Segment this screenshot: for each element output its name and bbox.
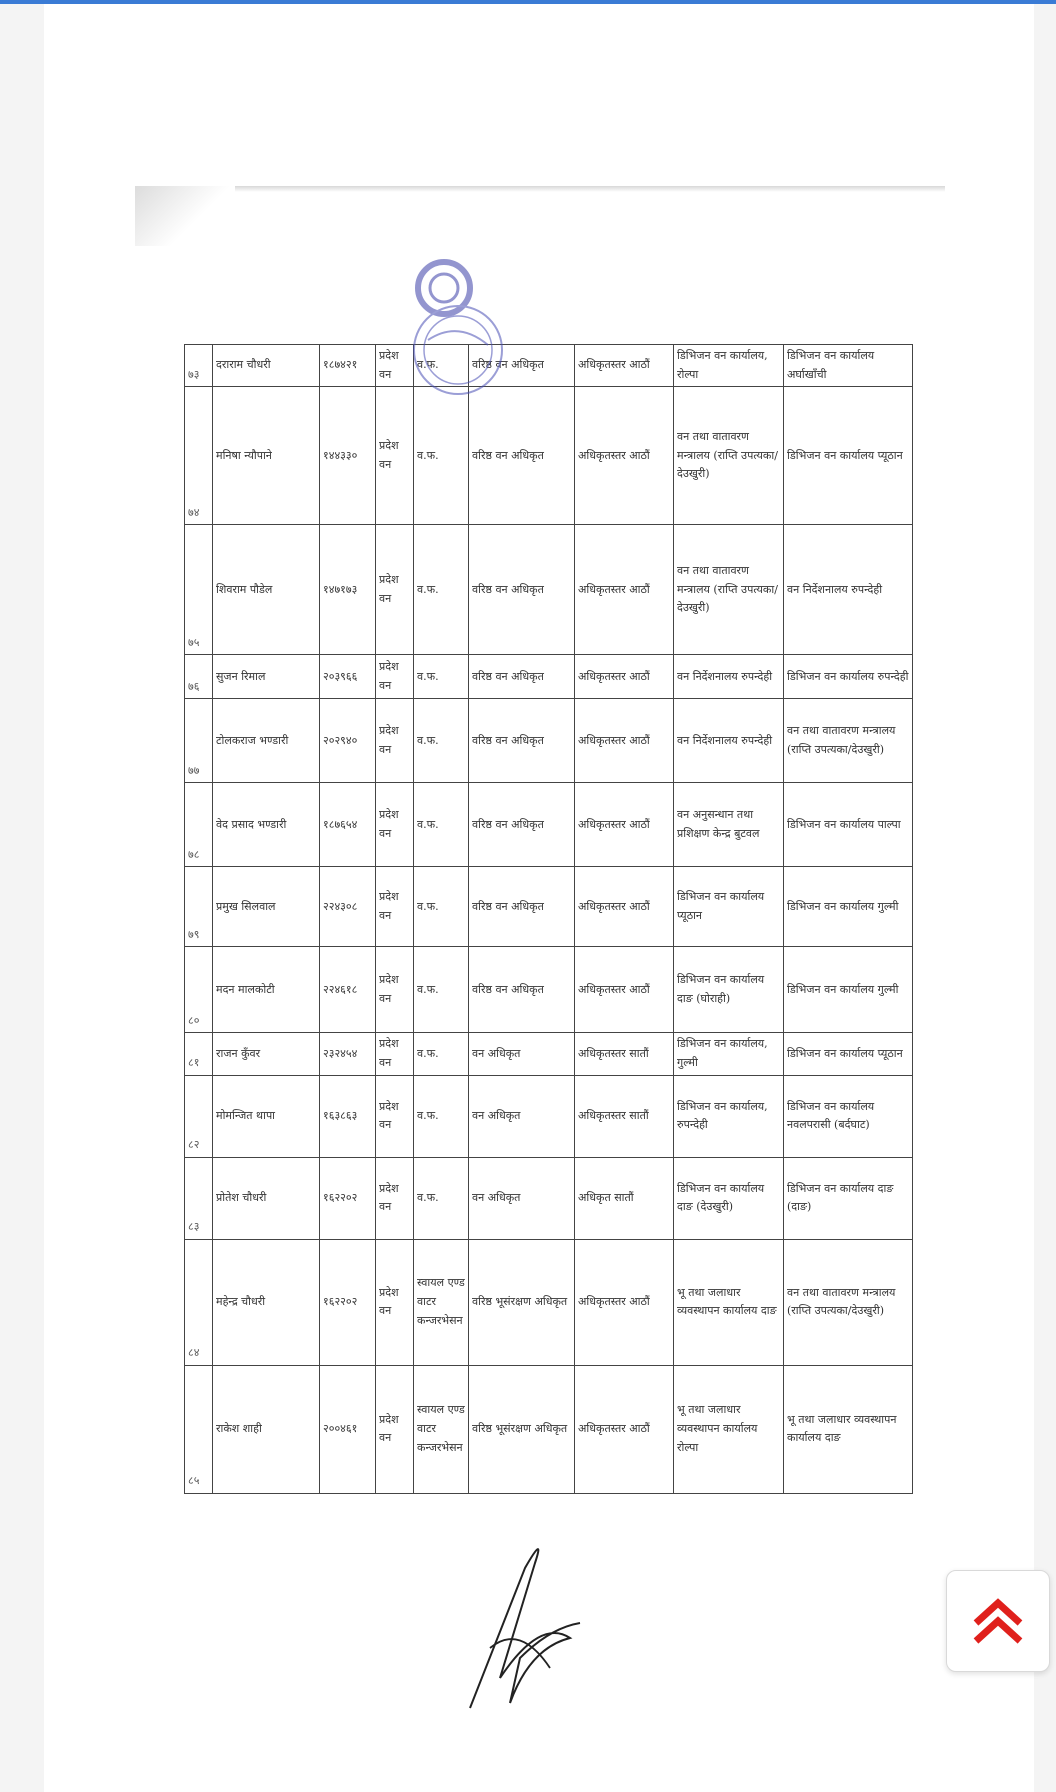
double-chevron-up-icon [970, 1595, 1026, 1647]
cell-position: वन अधिकृत [469, 1033, 575, 1075]
cell-position: वरिष्ठ भूसंरक्षण अधिकृत [469, 1365, 575, 1493]
cell-sn: ८३ [185, 1157, 213, 1239]
cell-group: स्वायल एण्ड वाटर कन्जरभेसन [414, 1365, 469, 1493]
cell-sn: ७६ [185, 655, 213, 699]
cell-group: व.फ. [414, 525, 469, 655]
cell-to: डिभिजन वन कार्यालय गुल्मी [784, 947, 913, 1033]
cell-name: मदन मालकोटी [213, 947, 320, 1033]
cell-id: २३२४५४ [320, 1033, 376, 1075]
cell-from: वन निर्देशनालय रुपन्देही [674, 699, 784, 783]
cell-position: वरिष्ठ वन अधिकृत [469, 655, 575, 699]
cell-id: १८७६५४ [320, 783, 376, 867]
cell-id: १४४३३० [320, 387, 376, 525]
cell-id: १६२२०२ [320, 1157, 376, 1239]
cell-sn: ७९ [185, 867, 213, 947]
cell-name: टोलकराज भण्डारी [213, 699, 320, 783]
cell-service: प्रदेश वन [376, 387, 414, 525]
cell-to: डिभिजन वन कार्यालय प्यूठान [784, 1033, 913, 1075]
cell-level: अधिकृतस्तर आठौं [575, 699, 674, 783]
cell-sn: ८१ [185, 1033, 213, 1075]
cell-position: वरिष्ठ भूसंरक्षण अधिकृत [469, 1239, 575, 1365]
cell-to: डिभिजन वन कार्यालय पाल्पा [784, 783, 913, 867]
cell-sn: ७७ [185, 699, 213, 783]
cell-position: वरिष्ठ वन अधिकृत [469, 783, 575, 867]
cell-level: अधिकृतस्तर आठौं [575, 867, 674, 947]
table-row [185, 1239, 913, 1365]
cell-to: डिभिजन वन कार्यालय अर्घाखाँची [784, 345, 913, 387]
cell-level: अधिकृतस्तर सातौं [575, 1033, 674, 1075]
cell-sn: ८० [185, 947, 213, 1033]
scan-corner-shadow [135, 186, 235, 246]
cell-name: राकेश शाही [213, 1365, 320, 1493]
cell-service: प्रदेश वन [376, 699, 414, 783]
cell-level: अधिकृतस्तर सातौं [575, 1075, 674, 1157]
cell-position: वन अधिकृत [469, 1075, 575, 1157]
cell-id: १८७४२१ [320, 345, 376, 387]
cell-sn: ७८ [185, 783, 213, 867]
cell-group: व.फ. [414, 1033, 469, 1075]
cell-group: व.फ. [414, 387, 469, 525]
cell-group: व.फ. [414, 1075, 469, 1157]
cell-position: वन अधिकृत [469, 1157, 575, 1239]
cell-sn: ८४ [185, 1239, 213, 1365]
scan-edge-shadow [135, 186, 945, 192]
cell-id: २२४३०८ [320, 867, 376, 947]
cell-name: मोमन्जित थापा [213, 1075, 320, 1157]
cell-to: भू तथा जलाधार व्यवस्थापन कार्यालय दाङ [784, 1365, 913, 1493]
cell-position: वरिष्ठ वन अधिकृत [469, 867, 575, 947]
cell-service: प्रदेश वन [376, 345, 414, 387]
cell-service: प्रदेश वन [376, 655, 414, 699]
cell-from: वन तथा वातावरण मन्त्रालय (राप्ति उपत्यका/देउखुरी) [674, 525, 784, 655]
cell-to: डिभिजन वन कार्यालय गुल्मी [784, 867, 913, 947]
cell-service: प्रदेश वन [376, 525, 414, 655]
cell-to: डिभिजन वन कार्यालय प्यूठान [784, 387, 913, 525]
table-row [185, 655, 913, 699]
cell-level: अधिकृतस्तर आठौं [575, 1365, 674, 1493]
cell-from: डिभिजन वन कार्यालय, रोल्पा [674, 345, 784, 387]
cell-level: अधिकृत सातौं [575, 1157, 674, 1239]
cell-from: भू तथा जलाधार व्यवस्थापन कार्यालय रोल्पा [674, 1365, 784, 1493]
cell-sn: ८५ [185, 1365, 213, 1493]
cell-group: व.फ. [414, 655, 469, 699]
cell-name: वेद प्रसाद भण्डारी [213, 783, 320, 867]
cell-to: वन तथा वातावरण मन्त्रालय (राप्ति उपत्यका/देउखुरी) [784, 1239, 913, 1365]
table-row [185, 947, 913, 1033]
cell-from: वन निर्देशनालय रुपन्देही [674, 655, 784, 699]
cell-sn: ८२ [185, 1075, 213, 1157]
table-row [185, 345, 913, 387]
cell-group: व.फ. [414, 345, 469, 387]
cell-group: व.फ. [414, 699, 469, 783]
cell-name: महेन्द्र चौधरी [213, 1239, 320, 1365]
table-row [185, 783, 913, 867]
cell-from: वन अनुसन्धान तथा प्रशिक्षण केन्द्र बुटवल [674, 783, 784, 867]
cell-name: प्रमुख सिलवाल [213, 867, 320, 947]
cell-from: वन तथा वातावरण मन्त्रालय (राप्ति उपत्यका/देउखुरी) [674, 387, 784, 525]
table-row [185, 1365, 913, 1493]
cell-name: दराराम चौधरी [213, 345, 320, 387]
cell-level: अधिकृतस्तर आठौं [575, 655, 674, 699]
cell-service: प्रदेश वन [376, 1157, 414, 1239]
cell-to: डिभिजन वन कार्यालय दाङ (दाङ) [784, 1157, 913, 1239]
cell-service: प्रदेश वन [376, 1033, 414, 1075]
cell-to: डिभिजन वन कार्यालय नवलपरासी (बर्दघाट) [784, 1075, 913, 1157]
cell-position: वरिष्ठ वन अधिकृत [469, 947, 575, 1033]
cell-service: प्रदेश वन [376, 783, 414, 867]
cell-from: डिभिजन वन कार्यालय प्यूठान [674, 867, 784, 947]
table-row [185, 1075, 913, 1157]
cell-name: शिवराम पौडेल [213, 525, 320, 655]
cell-id: २२४६१८ [320, 947, 376, 1033]
cell-name: प्रोतेश चौधरी [213, 1157, 320, 1239]
table-row [185, 387, 913, 525]
cell-name: सुजन रिमाल [213, 655, 320, 699]
cell-id: १६३८६३ [320, 1075, 376, 1157]
cell-service: प्रदेश वन [376, 1075, 414, 1157]
cell-group: स्वायल एण्ड वाटर कन्जरभेसन [414, 1239, 469, 1365]
cell-id: २०२९४० [320, 699, 376, 783]
cell-position: वरिष्ठ वन अधिकृत [469, 699, 575, 783]
cell-level: अधिकृतस्तर आठौं [575, 345, 674, 387]
cell-group: व.फ. [414, 867, 469, 947]
cell-id: १४७१७३ [320, 525, 376, 655]
cell-from: डिभिजन वन कार्यालय, गुल्मी [674, 1033, 784, 1075]
cell-name: मनिषा न्यौपाने [213, 387, 320, 525]
cell-name: राजन कुँवर [213, 1033, 320, 1075]
transfer-table [184, 344, 913, 1494]
cell-service: प्रदेश वन [376, 867, 414, 947]
cell-position: वरिष्ठ वन अधिकृत [469, 525, 575, 655]
cell-level: अधिकृतस्तर आठौं [575, 387, 674, 525]
table-row [185, 1157, 913, 1239]
cell-sn: ७४ [185, 387, 213, 525]
cell-id: २००४६१ [320, 1365, 376, 1493]
cell-id: १६२२०२ [320, 1239, 376, 1365]
cell-position: वरिष्ठ वन अधिकृत [469, 345, 575, 387]
cell-group: व.फ. [414, 783, 469, 867]
cell-to: डिभिजन वन कार्यालय रुपन्देही [784, 655, 913, 699]
table-row [185, 1033, 913, 1075]
cell-position: वरिष्ठ वन अधिकृत [469, 387, 575, 525]
table-row [185, 699, 913, 783]
government-seal [398, 250, 518, 400]
cell-level: अधिकृतस्तर आठौं [575, 1239, 674, 1365]
cell-from: भू तथा जलाधार व्यवस्थापन कार्यालय दाङ [674, 1239, 784, 1365]
cell-group: व.फ. [414, 947, 469, 1033]
table-row [185, 525, 913, 655]
handwritten-signature [450, 1528, 590, 1718]
cell-sn: ७३ [185, 345, 213, 387]
cell-from: डिभिजन वन कार्यालय दाङ (देउखुरी) [674, 1157, 784, 1239]
cell-to: वन तथा वातावरण मन्त्रालय (राप्ति उपत्यका/देउखुरी) [784, 699, 913, 783]
cell-level: अधिकृतस्तर आठौं [575, 947, 674, 1033]
cell-level: अधिकृतस्तर आठौं [575, 525, 674, 655]
cell-sn: ७५ [185, 525, 213, 655]
table-row [185, 867, 913, 947]
cell-service: प्रदेश वन [376, 1365, 414, 1493]
cell-to: वन निर्देशनालय रुपन्देही [784, 525, 913, 655]
cell-level: अधिकृतस्तर आठौं [575, 783, 674, 867]
cell-group: व.फ. [414, 1157, 469, 1239]
cell-service: प्रदेश वन [376, 947, 414, 1033]
scroll-to-top-button[interactable] [946, 1570, 1050, 1672]
cell-service: प्रदेश वन [376, 1239, 414, 1365]
cell-id: २०३९६६ [320, 655, 376, 699]
cell-from: डिभिजन वन कार्यालय दाङ (घोराही) [674, 947, 784, 1033]
cell-from: डिभिजन वन कार्यालय, रुपन्देही [674, 1075, 784, 1157]
